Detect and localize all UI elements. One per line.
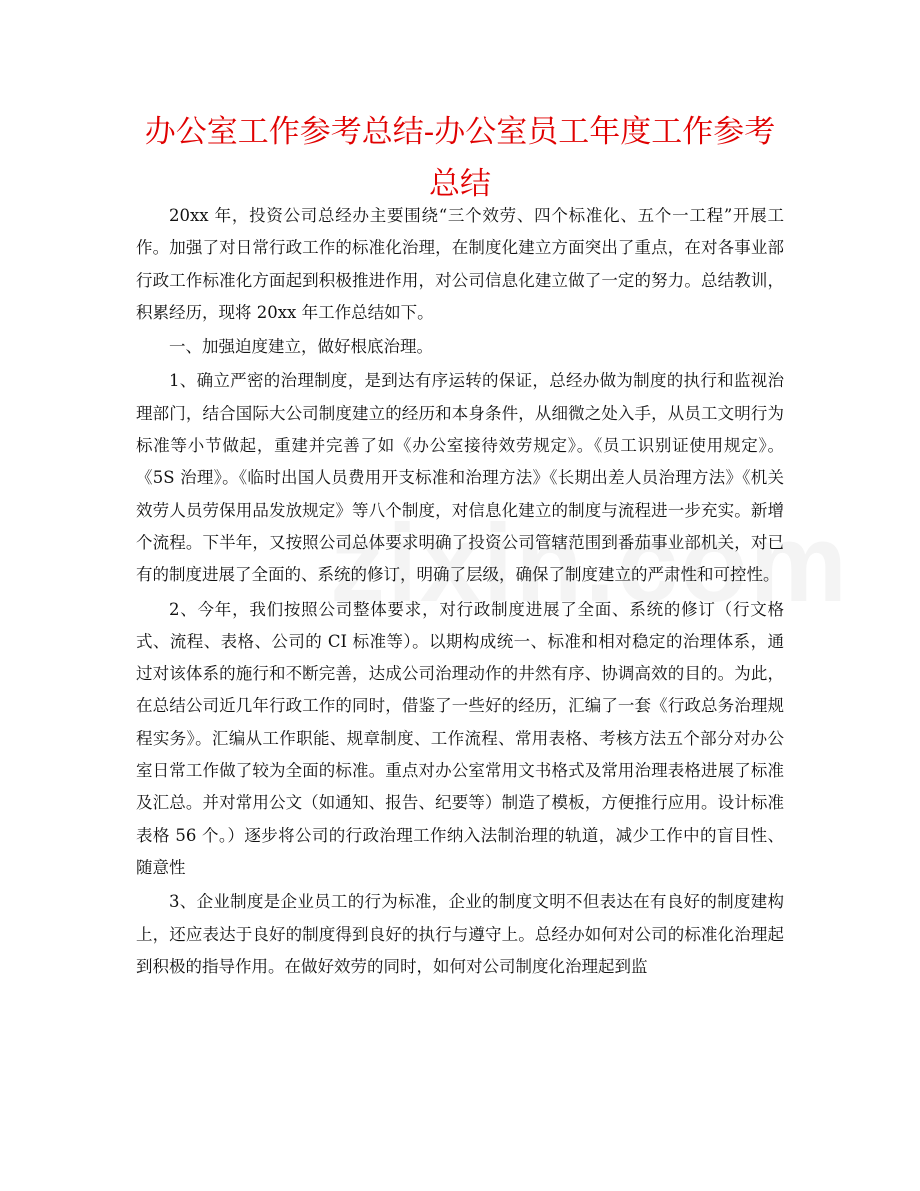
paragraph-item-1: 1、确立严密的治理制度，是到达有序运转的保证，总经办做为制度的执行和监视治理部门，结合国际大公司制度建立的经历和本身条件，从细微之处入手，从员工文明行为标准等小节做起，重建并完善了如《办公室接待效劳规定》。《员工识别证使用规定》。《5S 治理》。《临时出国人员费用开支标准和治理方法》《长期出差人员治理方法》《机关效劳人员劳保用品发放规定》等八个制度，对信息化建立的制度与流程进一步充实。新增个流程。下半年，又按照公司总体要求明确了投资公司管辖范围到番茄事业部机关，对已有的制度进展了全面的、系统的修订，明确了层级，确保了制度建立的严肃性和可控性。 [136,371,784,585]
paragraph-intro: 20xx 年，投资公司总经办主要围绕“三个效劳、四个标准化、五个一工程”开展工作。加强了对日常行政工作的标准化治理，在制度化建立方面突出了重点，在对各事业部行政工作标准化方面起到积极推进作用，对公司信息化建立做了一定的努力。总结教训，积累经历，现将 20xx 年工作总结如下。 [136,206,784,322]
paragraph-item-2: 2、今年，我们按照公司整体要求，对行政制度进展了全面、系统的修订（行文格式、流程、表格、公司的 CI 标准等）。以期构成统一、标准和相对稳定的治理体系，通过对该体系的施行和不断完善，达成公司治理动作的井然有序、协调高效的目的。为此，在总结公司近几年行政工作的同时，借鉴了一些好的经历，汇编了一套《行政总务治理规程实务》。汇编从工作职能、规章制度、工作流程、常用表格、考核方法五个部分对办公室日常工作做了较为全面的标准。重点对办公室常用文书格式及常用治理表格进展了标准及汇总。并对常用公文（如通知、报告、纪要等）制造了模板，方便推行应用。设计标准表格 56 个。）逐步将公司的行政治理工作纳入法制治理的轨道，减少工作中的盲目性、随意性 [136,599,784,877]
section-heading: 一、加强迫度建立，做好根底治理。 [169,337,433,357]
document-body [136,200,784,985]
document-title: 办公室工作参考总结-办公室员工年度工作参考总结 [144,114,776,202]
paragraph-item-3: 3、企业制度是企业员工的行为标准，企业的制度文明不但表达在有良好的制度建构上，还应表达于良好的制度得到良好的执行与遵守上。总经办如何对公司的标准化治理起到积极的指导作用。在做好效劳的同时，如何对公司制度化治理起到监 [136,892,784,976]
